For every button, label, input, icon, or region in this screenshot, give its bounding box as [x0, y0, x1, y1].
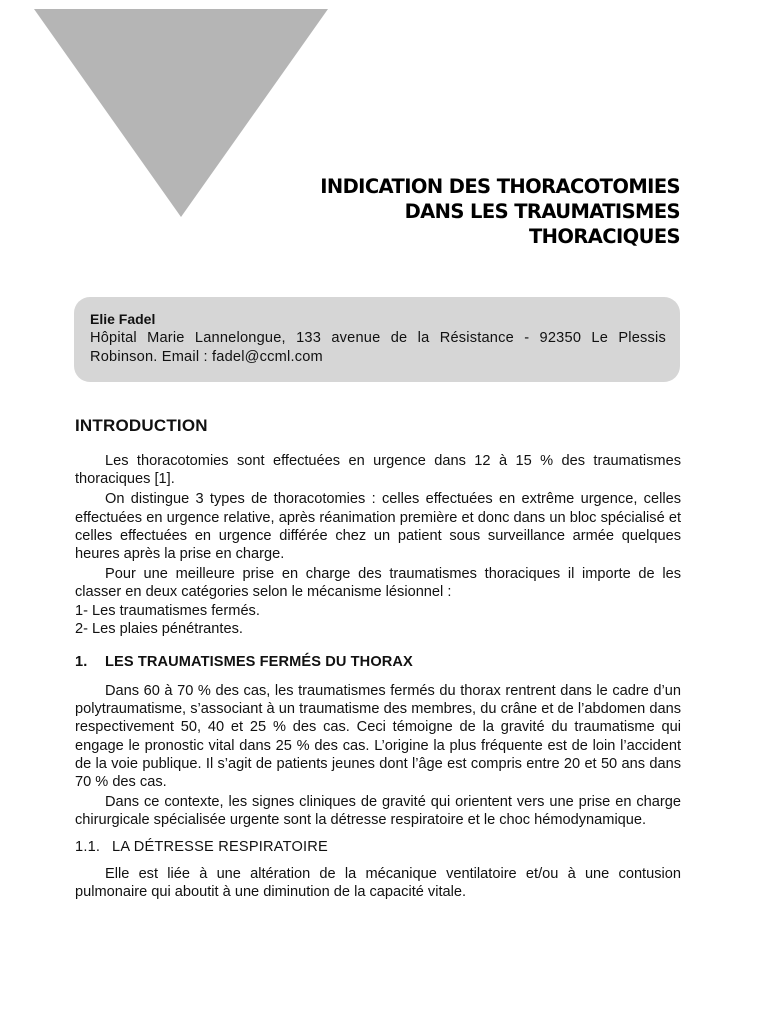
- section-1-title: LES TRAUMATISMES FERMÉS DU THORAX: [105, 654, 413, 671]
- author-affiliation: Hôpital Marie Lannelongue, 133 avenue de la Résistance - 92350 Le Plessis Robinson. Email : fadel@ccml.com: [90, 330, 666, 365]
- title-line-1: INDICATION DES THORACOTOMIES: [320, 175, 680, 198]
- list-item: 2- Les plaies pénétrantes.: [75, 620, 243, 637]
- title-line-3: THORACIQUES: [528, 225, 680, 248]
- introduction-heading: INTRODUCTION: [75, 416, 208, 435]
- section-1-number: 1.: [75, 654, 88, 671]
- decorative-triangle: [34, 9, 328, 217]
- list-item: 1- Les traumatismes fermés.: [75, 602, 260, 619]
- author-name: Elie Fadel: [90, 311, 156, 327]
- page-title: [320, 174, 680, 249]
- section-1-paragraph-1: Dans 60 à 70 % des cas, les traumatismes fermés du thorax rentrent dans le cadre d’un polytraumatisme, s’associant à un traumatisme des membres, du crâne et de l’abdomen dans respectivement 50, 40 et 25 % des cas. Ceci témoigne de la gravité du traumatisme qui engage le pronostic vital dans 25 % des cas. L’origine la plus fréquente est de loin l’accident de la voie publique. Il s’agit de patients jeunes dont l’âge est compris entre 20 et 50 ans dans 70 % des cas.: [75, 683, 681, 791]
- title-line-2: DANS LES TRAUMATISMES: [404, 200, 680, 223]
- section-1-1-number: 1.1.: [75, 838, 101, 855]
- intro-paragraph-1: Les thoracotomies sont effectuées en urgence dans 12 à 15 % des traumatismes thoraciques [1].: [75, 453, 681, 488]
- article-body: [75, 414, 681, 901]
- section-1-1-paragraph-1: Elle est liée à une altération de la mécanique ventilatoire et/ou à une contusion pulmonaire qui aboutit à une diminution de la capacité vitale.: [75, 865, 681, 900]
- section-1-1-title: LA DÉTRESSE RESPIRATOIRE: [112, 838, 328, 855]
- author-box: [74, 297, 680, 382]
- section-1-paragraph-2: Dans ce contexte, les signes cliniques de gravité qui orientent vers une prise en charge chirurgicale spécialisée urgente sont la détresse respiratoire et le choc hémodynamique.: [75, 794, 681, 829]
- intro-paragraph-3: Pour une meilleure prise en charge des traumatismes thoraciques il importe de les classer en deux catégories selon le mécanisme lésionnel :: [75, 566, 681, 601]
- section-1-heading: [75, 652, 681, 672]
- intro-paragraph-2: On distingue 3 types de thoracotomies : celles effectuées en extrême urgence, celles effectuées en urgence relative, après réanimation première et donc dans un bloc spécialisé et celles effectuées en urgence différée chez un patient sous surveillance armée quelques heures après la prise en charge.: [75, 491, 681, 563]
- section-1-1-heading: [75, 837, 681, 857]
